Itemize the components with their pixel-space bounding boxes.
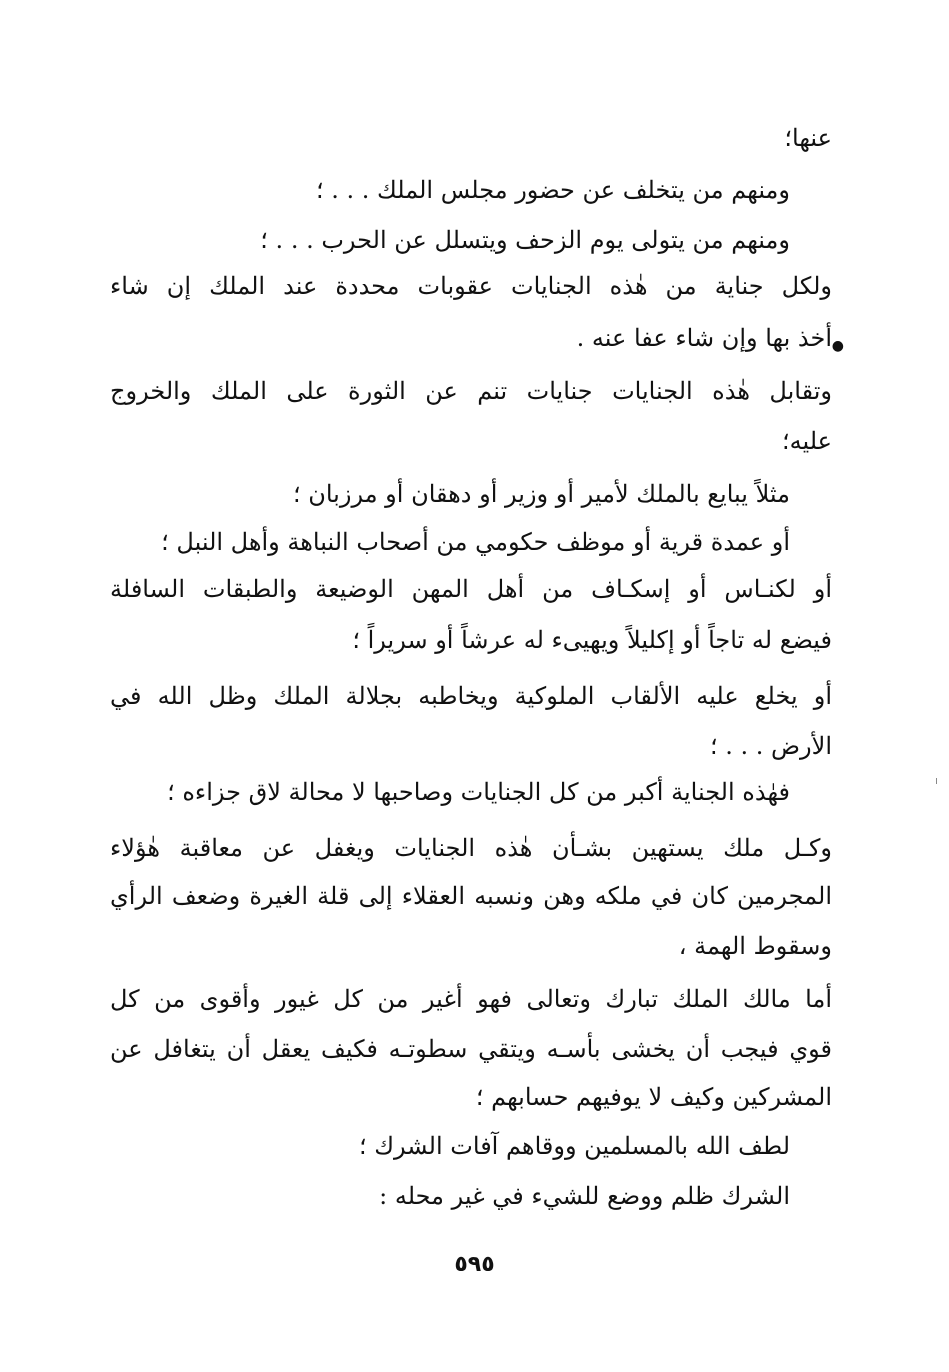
- text-line-content: أخذ بها وإن شاء عفا عنه .: [576, 324, 832, 352]
- text-line: الشرك ظلم ووضع للشيء في غير محله :: [379, 1182, 790, 1210]
- text-line: قوي فيجب أن يخشى بأسـه ويتقي سطوتـه فكيف يعقل أن يتغافل عن: [110, 1035, 832, 1063]
- page-number: ٥٩٥: [454, 1252, 495, 1277]
- margin-dot-icon: ●: [831, 338, 844, 354]
- text-line: أو لكنـاس أو إسكـاف من أهل المهن الوضيعة والطبقات السافلة: [110, 575, 832, 603]
- text-line: الأرض . . . ؛: [710, 732, 832, 760]
- text-line: وسقوط الهمة ،: [678, 932, 832, 960]
- margin-tick-mark: [936, 778, 937, 784]
- text-line: المشركين وكيف لا يوفيهم حسابهم ؛: [475, 1083, 832, 1111]
- text-line: وتقابل هٰذه الجنايات جنايات تنم عن الثورة على الملك والخروج: [110, 377, 832, 405]
- text-line: مثلاً يبايع بالملك لأمير أو وزير أو دهقان أو مرزبان ؛: [292, 480, 790, 508]
- text-line: أو يخلع عليه الألقاب الملوكية ويخاطبه بجلالة الملك وظل الله في: [110, 682, 832, 710]
- text-line: لطف الله بالمسلمين ووقاهم آفات الشرك ؛: [358, 1132, 790, 1160]
- text-line: فهٰذه الجناية أكبر من كل الجنايات وصاحبها لا محالة لاق جزاءه ؛: [167, 778, 790, 806]
- text-line: ومنهم من يتخلف عن حضور مجلس الملك . . . ؛: [316, 176, 790, 204]
- text-line-with-mark: [576, 318, 844, 358]
- text-line: أو عمدة قرية أو موظف حكومي من أصحاب النباهة وأهل النبل ؛: [161, 528, 790, 556]
- text-line: ومنهم من يتولى يوم الزحف ويتسلل عن الحرب . . . ؛: [260, 226, 790, 254]
- text-line: المجرمين كان في ملكه وهن ونسبه العقلاء إلى قلة الغيرة وضعف الرأي: [110, 882, 832, 910]
- text-line: وكـل ملك يستهين بشـأن هٰذه الجنايات ويغفل عن معاقبة هٰؤلاء: [110, 834, 832, 862]
- text-line: فيضع له تاجاً أو إكليلاً ويهيىء له عرشاً أو سريراً ؛: [352, 626, 832, 654]
- text-line: عنها؛: [784, 124, 832, 152]
- text-line: ولكل جناية من هٰذه الجنايات عقوبات محددة عند الملك إن شاء: [110, 272, 832, 300]
- text-line: أما مالك الملك تبارك وتعالى فهو أغير من كل غيور وأقوى من كل: [110, 985, 832, 1013]
- text-line: عليه؛: [781, 427, 832, 455]
